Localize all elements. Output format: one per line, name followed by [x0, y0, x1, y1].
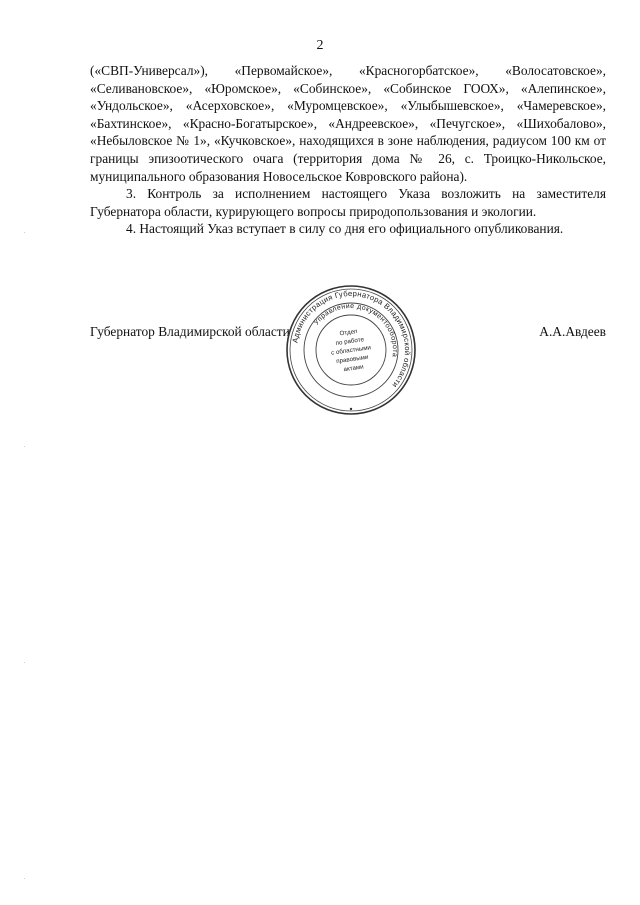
seal-center-line-5: актами [343, 363, 365, 374]
seal-center-line-3: с областными [330, 344, 372, 357]
scan-speck [24, 446, 25, 447]
signatory-name: А.А.Авдеев [539, 324, 606, 339]
signatory-title: Губернатор Владимирской области [90, 324, 290, 339]
scan-speck [24, 662, 25, 663]
document-body [90, 62, 606, 238]
scan-speck [24, 232, 25, 233]
seal-center-line-4: правовыми [335, 353, 369, 366]
seal-icon [284, 283, 418, 417]
seal-center-line-1: Отдел [339, 327, 358, 338]
paragraph-4-effective: 4. Настоящий Указ вступает в силу со дня его официального опубликования. [126, 221, 564, 237]
scan-speck [24, 878, 25, 879]
paragraph-list-continuation: («СВП-Универсал»), «Первомайское», «Красногорбатское», «Волосатовское», «Селивановское», «Юромское», «Собинское», «Собинское ГООХ», «Алепинское», «Ундольское», «Асерховское», «Муромцевское», «Улыбышевское», «Чамеревское», «Бахтинское», «Красно-Богатырское», «Андреевское», «Печугское», «Шихобалово», «Небыловское № 1», «Кучковское», находящихся в зоне наблюдения, радиусом 100 км от границы эпизоотического очага (территория дома № 26, с. Троицко-Никольское, муниципального образования Новосельское Ковровского района). [90, 63, 606, 184]
seal-inner-text: Управление документооборота [313, 302, 399, 358]
page-number: 2 [316, 38, 324, 53]
seal-outer-text: Администрация Губернатора Владимирской области [290, 288, 413, 390]
paragraph-3-control: 3. Контроль за исполнением настоящего Указа возложить на заместителя Губернатора области, курирующего вопросы природопользования и экологии. [90, 186, 606, 219]
official-seal-stamp [284, 283, 418, 417]
seal-center-line-2: по работе [335, 336, 365, 348]
